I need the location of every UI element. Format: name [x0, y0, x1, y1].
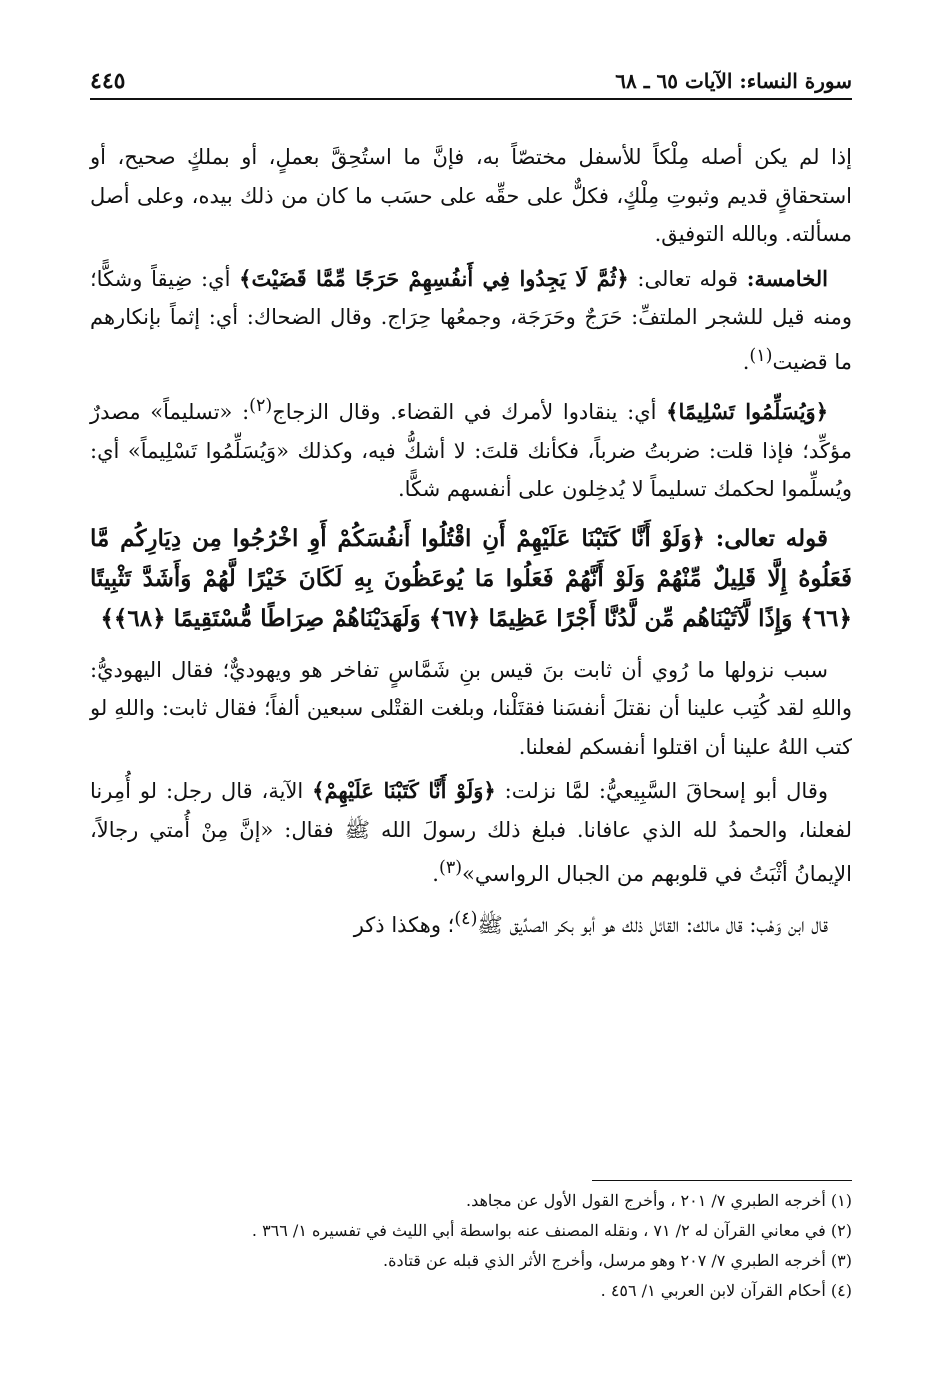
page-header	[90, 64, 852, 100]
footnote-divider	[592, 1180, 852, 1181]
quran-quote: ﴿وَلَوْ أَنَّا كَتَبْنَا عَلَيْهِمْ﴾	[312, 778, 496, 803]
footnote-3: (٣) أخرجه الطبري ٧/ ٢٠٧ وهو مرسل، وأخرج الأثر الذي قبله عن قتادة.	[382, 1251, 852, 1270]
section-label: الخامسة:	[746, 265, 828, 291]
paragraph-2-end: .	[742, 349, 750, 374]
paragraph-6-text-a: قال ابن وَهْب: قال مالك: القائل ذلك هو أبو بكر الصدِّيق ﷺ	[477, 912, 828, 937]
main-text	[90, 138, 852, 950]
paragraph-1: إذا لم يكن أصله مِلْكاً للأسفل مختصّاً به، فإنَّ ما استُحِقَّ بعملٍ، أو بملكٍ صحيح، أو استحقاقٍ قديم وثبوتِ مِلْكٍ، فكلٌّ على حقِّه على حسَب ما كان من ذلك بيده، وعلى أصل مسألته. وبالله التوفيق.	[90, 145, 852, 246]
verse-text: ﴿وَلَوْ أَنَّا كَتَبْنَا عَلَيْهِمْ أَنِ اقْتُلُوا أَنفُسَكُمْ أَوِ اخْرُجُوا مِن دِيَارِكُم مَّا فَعَلُوهُ إِلَّا قَلِيلٌ مِّنْهُمْ وَلَوْ أَنَّهُمْ فَعَلُوا مَا يُوعَظُونَ بِهِ لَكَانَ خَيْرًا لَّهُمْ وَأَشَدَّ تَثْبِيتًا ﴿٦٦﴾ وَإِذًا لَّآتَيْنَاهُم مِّن لَّدُنَّا أَجْرًا عَظِيمًا ﴿٦٧﴾ وَلَهَدَيْنَاهُمْ صِرَاطًا مُّسْتَقِيمًا ﴿٦٨﴾﴾	[90, 524, 852, 632]
paragraph-2-text: أي: ضِيقاً وشكًّا؛ ومنه قيل للشجر الملتفِّ: حَرَجٌ وحَرَجَة، وجمعُها حِرَاج. وقال الضحاك: أي: إثماً بإنكارهم ما قضيت	[90, 266, 852, 374]
footnote-ref-3: (٣)	[438, 858, 463, 878]
paragraph-5	[90, 772, 852, 894]
paragraph-6	[90, 900, 852, 945]
footnotes	[90, 1186, 852, 1306]
paragraph-3	[90, 387, 852, 509]
paragraph-3-text-b: : «تسليماً» مصدرٌ مؤكِّد؛ فإذا قلت: ضربتُ ضرباً، فكأنك قلتَ: لا أشكُّ فيه، وكذلك «وَيُسَلِّمُوا تَسْلِيماً» أي: ويُسلِّموا لحكمك تسليماً لا يُدخِلون على أنفسهم شكًّا.	[90, 400, 852, 501]
verse-label: قوله تعالى:	[705, 524, 828, 552]
paragraph-5-end: .	[432, 862, 439, 886]
verse-block	[90, 519, 852, 639]
page-number: ٤٤٥	[90, 68, 126, 94]
footnote-ref-1: (١)	[749, 345, 773, 366]
paragraph-2	[90, 260, 852, 382]
running-title: سورة النساء: الآيات ٦٥ ـ ٦٨	[615, 69, 852, 93]
footnote-2: (٢) في معاني القرآن له ٢/ ٧١ ، ونقله المصنف عنه بواسطة أبي الليث في تفسيره ١/ ٣٦٦ .	[251, 1221, 852, 1240]
quran-quote: ﴿ثُمَّ لَا يَجِدُوا فِي أَنفُسِهِمْ حَرَجًا مِّمَّا قَضَيْتَ﴾	[239, 265, 629, 291]
footnote-4: (٤) أحكام القرآن لابن العربي ١/ ٤٥٦ .	[600, 1281, 852, 1300]
paragraph-4: سبب نزولها ما رُوي أن ثابت بنَ قيس بنِ شَمَّاسٍ تفاخر هو ويهوديٌّ؛ فقال اليهوديُّ: واللهِ لقد كُتِب علينا أن نقتلَ أنفسَنا فقتَلْنا، وبلغت القتْلى سبعين ألفاً؛ فقال ثابت: واللهِ لو كتب اللهُ علينا أن اقتلوا أنفسكم لفعلنا.	[90, 657, 852, 759]
paragraph-5-text-b: الآية، قال رجل: لو أُمِرنا لفعلنا، والحمدُ لله الذي عافانا. فبلغ ذلك رسولَ الله ﷺ فقال: «إنَّ مِنْ أُمتي رجالاً، الإيمانُ أثْبَتُ في قلوبهم من الجبال الرواسي»	[90, 779, 852, 886]
footnote-ref-2: (٢)	[249, 396, 273, 416]
paragraph-3-text-a: أي: ينقادوا لأمرك في القضاء. وقال الزجاج	[272, 400, 667, 424]
paragraph-6-text-b: ؛ وهكذا ذكر	[353, 912, 455, 937]
quran-quote: ﴿وَيُسَلِّمُوا تَسْلِيمًا﴾	[666, 399, 829, 424]
footnote-ref-4: (٤)	[454, 908, 478, 929]
paragraph-5-text-a: وقال أبو إسحاقَ السَّبِيعيُّ: لمَّا نزلت:	[495, 779, 828, 803]
paragraph-2-intro: قوله تعالى:	[628, 266, 747, 291]
footnote-1: (١) أخرجه الطبري ٧/ ٢٠١ ، وأخرج القول الأول عن مجاهد.	[465, 1191, 852, 1210]
